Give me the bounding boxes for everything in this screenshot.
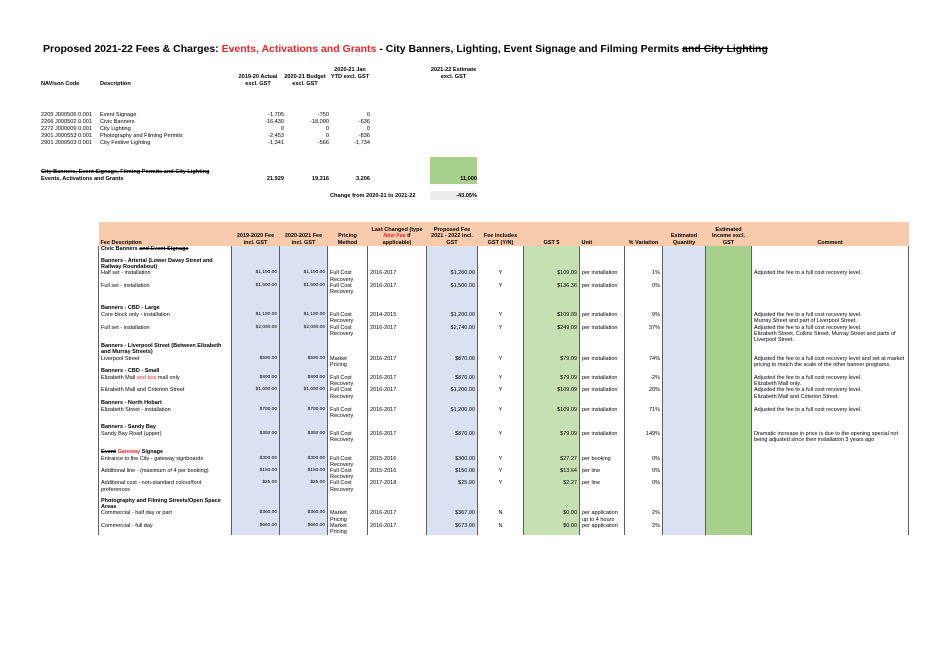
section-heading-row [99,246,909,253]
proposed-fee: $1,200.00 [450,406,475,413]
fee-description: mall only [156,375,180,382]
fee-2019: $1,000.00 [255,387,277,393]
section-heading: Event [101,448,116,455]
variation: 0% [652,468,660,475]
unit: per installation [582,282,618,289]
fee-2020: $890.00 [307,375,325,381]
title-highlight: Events, Activations and Grants [221,43,377,55]
fee-description: and bus [136,375,157,382]
header-proposed-fee: Proposed Fee 2021 - 2022 incl. GST [427,222,478,246]
variation: 2% [652,522,660,529]
comment: Adjusted the fee to a full cost recovery level. [754,375,862,382]
gst-amount: $0.00 [563,522,577,529]
variation: 71% [648,406,660,413]
summary-actual: -2,453 [268,133,284,139]
section-heading: Civic Banners [101,246,140,252]
comment: Elizabeth Mall only. [754,381,801,388]
fee-2020: $1,500.00 [303,282,325,288]
unit: per installation [582,375,618,382]
fee-2020: $360.00 [307,510,325,516]
summary-actual: -1,705 [268,112,284,118]
gst-amount: $13.64 [560,468,577,475]
proposed-fee: $25.00 [458,480,475,487]
section-heading-row [99,343,909,355]
proposed-fee: $367.00 [455,510,475,517]
includes-gst: Y [498,431,503,438]
comment: Adjusted the fee to a full cost recovery level. [754,270,862,277]
pricing-method: Recovery [330,393,354,400]
includes-gst: Y [498,355,503,362]
section-heading-row [99,400,909,407]
summary-budget: 0 [325,133,329,139]
summary-actual: -16,430 [265,119,284,125]
header-pricing-method: Pricing Method [328,222,368,246]
fee-2019: $150.00 [259,468,277,474]
fee-description: Core block only - installation [101,312,170,319]
fee-row [99,480,909,492]
gst-amount: $109.09 [557,312,577,319]
header-gst: GST $ [524,222,580,246]
variation: 20% [648,387,660,394]
summary-code: 2266 J000502 0.001 [41,119,93,125]
last-changed: 2016-2017 [370,387,397,394]
summary-desc: Civic Banners [100,119,135,125]
title-struck: and City Lighting [682,43,768,55]
fee-description: Liverpool Street [101,355,140,362]
header-comment: Comment [752,222,909,246]
pricing-method: Market [330,355,347,362]
unit: up to 4 hours [582,516,615,523]
proposed-fee: $1,200.00 [450,387,475,394]
fee-2020: $2,000.00 [303,324,325,330]
section-heading-row [99,424,909,431]
fee-2019: $700.00 [259,406,277,412]
header-fee-description: Fee Description [99,222,232,246]
fee-row [99,510,909,522]
gst-amount: $2.27 [563,480,577,487]
last-changed: 2016-2017 [370,270,397,277]
fee-2020: $1,000.00 [303,387,325,393]
pricing-method: Full Cost [330,480,352,487]
fee-2020: $500.00 [307,355,325,361]
comment: Adjusted the fee to a full cost recovery level and set at market pricing to match the scale of the other banner programs. [754,355,905,368]
includes-gst: N [498,522,503,529]
comment: Murray Street and part of Liverpool Street. [754,318,857,325]
fee-2020: $150.00 [307,468,325,474]
fee-2019: $25.00 [262,480,277,486]
pricing-method: Full Cost [330,387,352,394]
pricing-method: Recovery [330,486,354,493]
last-changed: 2016-2017 [370,406,397,413]
section-heading: Banners - Arterial (Lower Davey Street and Railway Roundabout) [101,258,213,271]
summary-header-estimate: 2021-22 Estimate excl. GST [430,67,477,80]
proposed-fee: $870.00 [455,355,475,362]
comment: Adjusted the fee to a full cost recovery level. [754,387,862,394]
includes-gst: Y [498,375,503,382]
header-includes-gst: Fee includes GST (Y/N) [478,222,524,246]
summary-budget: -18,000 [310,119,329,125]
unit: per installation [582,387,618,394]
unit: per application [582,522,618,529]
variation: -2% [650,375,660,382]
summary-total-ytd: 3,206 [356,176,370,182]
gst-amount: $136.36 [557,282,577,289]
pricing-method: Full Cost [330,324,352,331]
proposed-fee: $2,740.00 [450,324,475,331]
section-heading: Signage [140,448,164,455]
pricing-method: Recovery [330,330,354,337]
unit: per installation [582,324,618,331]
includes-gst: Y [498,312,503,319]
gst-amount: $109.09 [557,387,577,394]
summary-total-budget: 19,316 [311,176,329,182]
unit: per application [582,510,618,517]
fee-2020: $1,100.00 [303,312,325,318]
fee-description: Half set - installation [101,270,151,277]
variation: 0% [652,480,660,487]
variation: 0% [652,455,660,462]
variation: 2% [652,510,660,517]
last-changed: 2016-2017 [370,522,397,529]
gst-amount: $109.09 [557,406,577,413]
header-unit: Unit [580,222,625,246]
variation: 9% [652,312,660,319]
section-heading-row [99,368,909,375]
fee-2020: $25.00 [310,480,325,486]
last-changed: 2016-2017 [370,282,397,289]
summary-header-code: NAVison Code [41,81,80,87]
summary-ytd: -836 [358,133,370,139]
proposed-fee: $150.00 [455,468,475,475]
summary-total-struck-label: City Banners, Event Signage, Filming Permits and City Lighting [41,169,210,175]
proposed-fee: $870.00 [455,375,475,382]
gst-amount: $79.09 [560,375,577,382]
summary-total-label: Events, Activations and Grants [41,176,124,182]
fee-description: preferences [101,486,131,493]
fee-2019: $2,000.00 [255,324,277,330]
unit: per line [582,480,601,487]
pricing-method: Recovery [330,381,354,388]
fee-description: Sandy Bay Road (upper) [101,431,162,438]
variation: 149% [645,431,660,438]
includes-gst: Y [498,387,503,394]
pricing-method: Recovery [330,461,354,468]
variation: 37% [648,324,660,331]
section-heading: and Event Signage [139,246,189,252]
gst-amount: $79.09 [560,355,577,362]
last-changed: 2014-2015 [370,312,397,319]
pricing-method: Recovery [330,289,354,296]
summary-desc: City Festive Lighting [100,140,151,146]
fee-row [99,283,909,295]
section-heading-row [99,305,909,312]
variation: 0% [652,282,660,289]
summary-header-budget: 2020-21 Budget excl. GST [284,74,326,87]
fee-description: Commercial - full day [101,522,153,529]
fee-2019: $660.00 [259,522,277,528]
page-title [43,43,768,55]
comment: Adjusted the fee to a full cost recovery level. [754,312,862,319]
header-income: Estimated Income excl. GST [706,222,752,246]
summary-ytd: -1,734 [354,140,370,146]
proposed-fee: $870.00 [455,431,475,438]
gst-amount: $109.09 [557,270,577,277]
gst-amount: $249.09 [557,324,577,331]
comment: Dramatic increase in price is due to the opening special not being adjusted since their installation 3 years ago [754,431,898,444]
proposed-fee: $1,200.00 [450,270,475,277]
proposed-fee: $300.00 [455,455,475,462]
section-heading: Banners - Sandy Bay [101,424,157,431]
last-changed: 2016-2017 [370,431,397,438]
summary-actual: -1,341 [268,140,284,146]
comment: Adjusted the fee to a full cost recovery level. [754,406,862,413]
gst-amount: $0.00 [563,510,577,517]
summary-ytd: 0 [366,112,370,118]
unit: per installation [582,270,618,277]
fee-2019: $300.00 [259,455,277,461]
summary-code: 2205 J000506 0.001 [41,112,93,118]
comment: Adjusted the fee to a full cost recovery level. [754,324,862,331]
fee-description: Elizabeth Street - installation [101,406,171,413]
unit: per installation [582,355,618,362]
comment: Elizabeth Mall and Criterion Street. [754,393,839,400]
fee-2019: $500.00 [259,355,277,361]
pricing-method: Recovery [330,318,354,325]
pricing-method: Recovery [330,437,354,444]
fee-row [99,387,909,399]
fee-row [99,325,909,344]
fee-description: Commercial - half day or part [101,510,172,517]
fee-description: Elizabeth Mall [101,375,137,382]
fee-row [99,407,909,419]
fee-2019: $1,500.00 [255,282,277,288]
summary-desc: Event Signage [100,112,137,118]
fee-row [99,523,909,535]
includes-gst: Y [498,480,503,487]
fee-2019: $1,190.00 [255,270,277,276]
fee-description: Additional cost - non-standard colour/font [101,480,202,487]
pricing-method: Market [330,510,347,517]
fee-2020: $300.00 [307,455,325,461]
summary-header-desc: Description [100,81,131,87]
title-middle: - City Banners, Lighting, Event Signage and Filming Permits [376,43,683,55]
header-last-changed: Last Changed (type New Fee if applicable) [368,222,427,246]
pricing-method: Full Cost [330,312,352,319]
summary-desc: City Lighting [100,126,131,132]
includes-gst: Y [498,270,503,277]
unit: per booking [582,455,611,462]
summary-header-actual: 2019-20 Actual excl. GST [238,74,278,87]
fee-2020: $350.00 [307,431,325,437]
includes-gst: Y [498,282,503,289]
fee-row [99,270,909,282]
variation: 74% [648,355,660,362]
proposed-fee: $1,200.00 [450,312,475,319]
summary-code: 2901 J000553 0.001 [41,133,93,139]
fee-row [99,456,909,468]
summary-code: 2272 J000009 0.001 [41,126,93,132]
last-changed: 2015-2016 [370,455,397,462]
unit: per installation [582,312,618,319]
pricing-method: Recovery [330,474,354,481]
header-quantity: Estimated Quantity [663,222,706,246]
header-fee-2020: 2020-2021 Fee incl. GST [280,222,328,246]
fee-2020: $660.00 [307,522,325,528]
pricing-method: Market [330,522,347,529]
comment: Elizabeth Street, Collins Street, Murray Street and parts of Liverpool Street. [754,330,896,344]
section-heading: Banners - CBD - Large [101,305,160,312]
change-label: Change from 2020-21 to 2021-22 [330,193,416,199]
fee-description: Elizabeth Mall and Criterion Street [101,387,185,394]
unit: per line [582,468,601,475]
summary-code: 2901 J000503 0.001 [41,140,93,146]
pricing-method: Full Cost [330,270,352,277]
includes-gst: Y [498,455,503,462]
unit: per installation [582,406,618,413]
proposed-fee: $673.00 [455,522,475,529]
summary-budget: -566 [317,140,329,146]
summary-budget: -750 [317,112,329,118]
title-prefix: Proposed 2021-22 Fees & Charges: [43,43,222,55]
fee-description: Additional line - (maximum of 4 per booking) [101,468,209,475]
proposed-fee: $1,500.00 [450,282,475,289]
pricing-method: Full Cost [330,406,352,413]
pricing-method: Full Cost [330,431,352,438]
last-changed: 2017-2018 [370,480,397,487]
summary-ytd: 0 [366,126,370,132]
fee-row [99,312,909,324]
section-heading: Photography and Filming Streets/Open Space Areas [101,497,221,511]
pricing-method: Pricing [330,361,347,368]
pricing-method: Full Cost [330,455,352,462]
last-changed: 2016-2017 [370,375,397,382]
fee-description: Full set - installation [101,282,150,289]
summary-header-ytd: 2020-21 Jan YTD excl. GST [330,67,370,80]
includes-gst: Y [498,324,503,331]
includes-gst: Y [498,468,503,475]
pricing-method: Full Cost [330,468,352,475]
summary-total-estimate: 11,000 [460,176,477,182]
section-heading-row [99,258,909,270]
last-changed: 2016-2017 [370,324,397,331]
fees-header-row [99,222,909,246]
last-changed: 2015-2016 [370,468,397,475]
pricing-method: Recovery [330,413,354,420]
header-fee-2019: 2019-2020 Fee incl. GST [232,222,280,246]
section-heading-row [99,449,909,456]
fees-table [98,222,909,535]
fee-row [99,468,909,480]
fee-description: Full set - installation [101,324,150,331]
section-heading: Banners - Liverpool Street (Between Elizabeth and Murray Streets) [101,343,222,356]
last-changed: 2016-2017 [370,510,397,517]
gst-amount: $79.09 [560,431,577,438]
section-heading: Banners - CBD - Small [101,368,160,375]
fee-2019: $360.00 [259,510,277,516]
gst-amount: $27.27 [560,455,577,462]
header-variation: % Variation [625,222,663,246]
fee-2019: $890.00 [259,375,277,381]
summary-total-actual: 21,929 [266,176,284,182]
fee-row [99,375,909,387]
pricing-method: Recovery [330,276,354,283]
variation: 1% [652,270,660,277]
includes-gst: N [498,510,503,517]
fee-description: Entrance to the City - gateway signboards [101,455,204,462]
fee-2019: $350.00 [259,431,277,437]
fee-row [99,356,909,368]
fee-2019: $1,100.00 [255,312,277,318]
pricing-method: Full Cost [330,282,352,289]
section-heading: Banners - North Hobart [101,399,162,406]
summary-actual: 0 [280,126,284,132]
summary-ytd: -636 [358,119,370,125]
unit: per installation [582,431,618,438]
includes-gst: Y [498,406,503,413]
section-heading: Gateway [115,448,141,455]
pricing-method: Full Cost [330,375,352,382]
pricing-method: Pricing [330,516,347,523]
fee-2020: $700.00 [307,406,325,412]
summary-budget: 0 [325,126,329,132]
fee-2020: $1,190.00 [303,270,325,276]
pricing-method: Pricing [330,528,347,535]
summary-desc: Photography and Filming Permits [100,133,183,139]
section-heading-row [99,498,909,510]
fee-row [99,431,909,443]
last-changed: 2016-2017 [370,355,397,362]
change-value: -43.05% [456,193,477,199]
